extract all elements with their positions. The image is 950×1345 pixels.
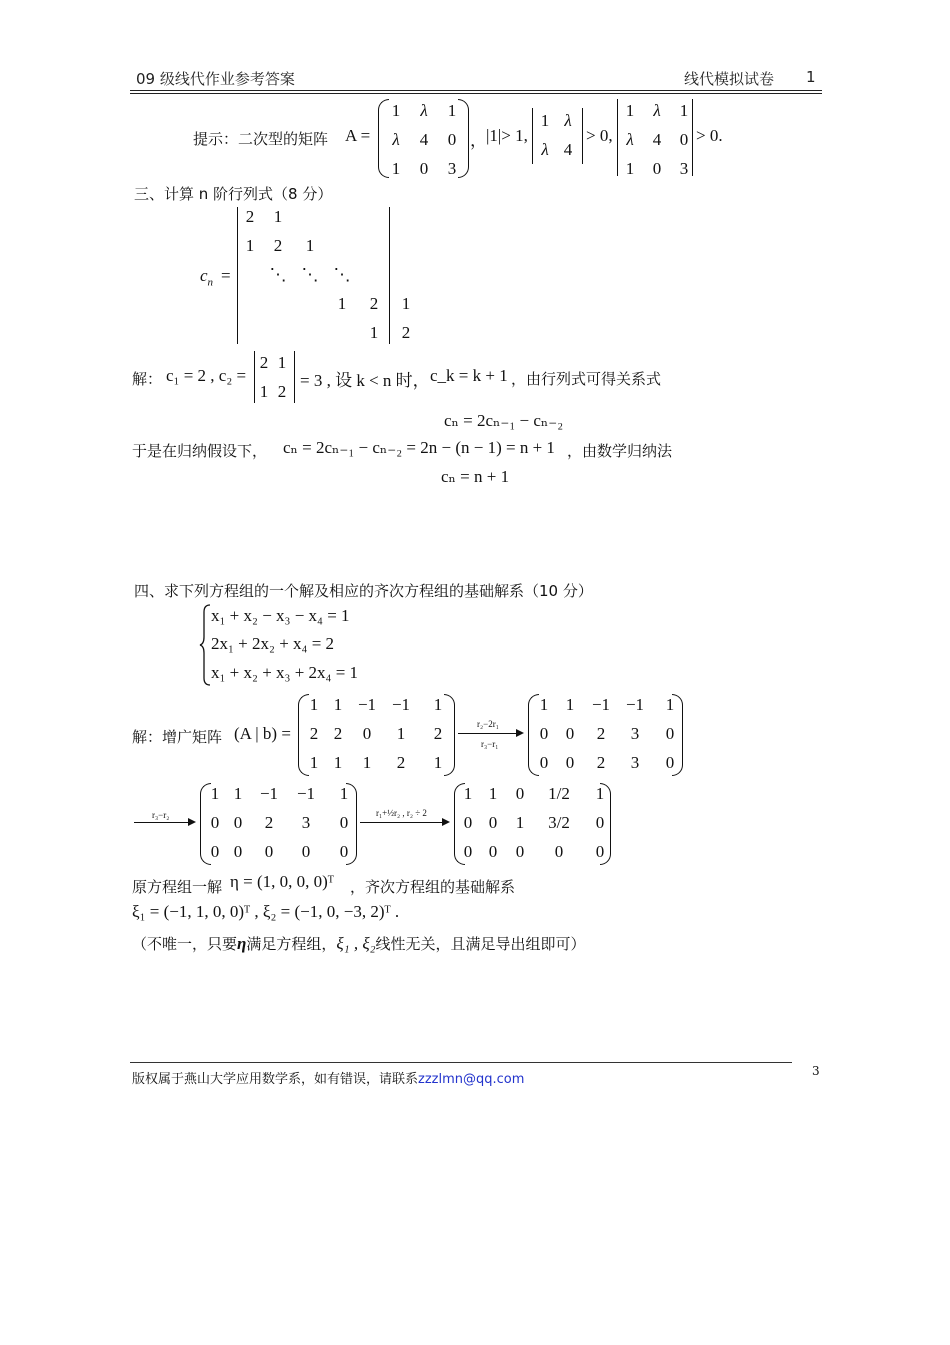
det-entry <box>358 202 390 231</box>
footer-page-number: 3 <box>812 1064 820 1078</box>
matrix-entry: 0 <box>447 130 457 149</box>
det-bar <box>532 108 533 164</box>
det-entry <box>390 202 422 231</box>
matrix-entry: 0 <box>233 842 243 861</box>
particular-solution: η = (1, 0, 0, 0)ᵀ <box>230 872 334 891</box>
induction-prefix: 于是在归纳假设下， <box>132 442 268 460</box>
det-entry: 4 <box>563 140 573 159</box>
op1-top: r₂−2r₁ <box>477 719 499 729</box>
matrix-entry: 0 <box>565 753 575 772</box>
det-entry: 1 <box>273 207 283 226</box>
matrix-entry: 0 <box>419 159 429 178</box>
det-entry <box>390 260 422 289</box>
matrix-entry: 1 <box>463 784 473 803</box>
matrix-entry: 1 <box>309 753 319 772</box>
matrix-entry: 4 <box>419 130 429 149</box>
det-bar <box>389 207 390 344</box>
matrix-M2 <box>532 690 688 777</box>
matrix-entry: −1 <box>259 784 279 803</box>
note-part-2: 满足方程组， <box>246 935 337 953</box>
matrix-entry: 1 <box>488 784 498 803</box>
det-entry: 1 <box>259 382 269 401</box>
det-entry: λ <box>541 140 549 159</box>
det-entry <box>358 231 390 260</box>
matrix-entry: −1 <box>296 784 316 803</box>
augmented-label: 解：增广矩阵 <box>132 728 223 746</box>
det-entry: 1 <box>337 294 347 313</box>
matrix-entry: 1 <box>665 695 675 714</box>
matrix-entry: 0 <box>515 784 525 803</box>
det-entry <box>358 260 390 289</box>
cn-symbol: c <box>200 266 208 285</box>
det-entry: 2 <box>369 294 379 313</box>
det-entry <box>294 202 326 231</box>
header-page-number: 1 <box>806 68 816 86</box>
matrix-entry: 0 <box>539 753 549 772</box>
note-eta: η <box>237 934 247 953</box>
header-right: 线代模拟试卷 <box>684 70 775 88</box>
matrix-M1 <box>302 690 458 777</box>
matrix-entry: 2 <box>396 753 406 772</box>
op3: r₁+½r₂ , r₂ ÷ 2 <box>376 808 427 818</box>
solution-c1c2: c₁ = 2 , c₂ = <box>166 366 247 385</box>
det-entry <box>326 231 358 260</box>
det-entry: ⋱ <box>301 265 319 284</box>
det-entry: 2 <box>245 207 255 226</box>
matrix-entry: λ <box>420 101 428 120</box>
det-entry <box>262 289 294 318</box>
det-bar <box>294 351 295 403</box>
det-entry <box>294 289 326 318</box>
matrix-entry: 2 <box>309 724 319 743</box>
matrix-entry: 0 <box>539 724 549 743</box>
det-entry: 4 <box>652 130 662 149</box>
det-2x2 <box>534 106 580 164</box>
matrix-entry: 1 <box>595 784 605 803</box>
matrix-entry: 0 <box>515 842 525 861</box>
header-rule <box>130 90 822 91</box>
det-entry: 3 <box>679 159 689 178</box>
det-2x2-solution <box>256 348 292 406</box>
basis-solutions: ξ₁ = (−1, 1, 0, 0)ᵀ , ξ₂ = (−1, 0, −3, 2)ᵀ . <box>132 902 400 921</box>
det-entry <box>262 318 294 347</box>
matrix-entry: 3 <box>301 813 311 832</box>
equation-2: 2x₁ + 2x₂ + x₄ = 2 <box>211 634 335 653</box>
paren-right <box>600 783 611 865</box>
note <box>132 933 586 954</box>
matrix-entry: 1 <box>233 784 243 803</box>
det-bar <box>582 108 583 164</box>
matrix-entry: 0 <box>488 842 498 861</box>
basis-prefix: ，齐次方程组的基础解系 <box>350 878 516 896</box>
det-entry <box>238 318 262 347</box>
hint-A-eq: A = <box>345 126 371 145</box>
det-entry: 0 <box>652 159 662 178</box>
cn-subscript: n <box>207 276 214 289</box>
det-3x3 <box>618 96 696 183</box>
det-entry: 1 <box>277 353 287 372</box>
det-entry: 1 <box>625 101 635 120</box>
matrix-entry: 0 <box>463 842 473 861</box>
matrix-entry: 1 <box>333 695 343 714</box>
solution-ck: c_k = k + 1 <box>430 366 508 385</box>
equation-1: x₁ + x₂ − x₃ − x₄ = 1 <box>211 606 350 625</box>
det-bar <box>254 351 255 403</box>
arrow-3 <box>360 822 448 823</box>
det-entry: ⋱ <box>333 265 351 284</box>
header-rule-2 <box>130 93 822 94</box>
note-xi: ξ₁ , ξ₂ <box>336 934 376 953</box>
matrix-entry: 0 <box>565 724 575 743</box>
det-entry <box>238 260 262 289</box>
matrix-entry: 2 <box>433 724 443 743</box>
hint-comma: ， <box>470 131 487 150</box>
matrix-M4 <box>456 779 616 866</box>
det-entry <box>326 202 358 231</box>
particular-prefix: 原方程组一解 <box>132 878 223 896</box>
det-entry <box>294 318 326 347</box>
matrix-entry: 0 <box>264 842 274 861</box>
matrix-entry: λ <box>392 130 400 149</box>
det-entry: ⋱ <box>269 265 287 284</box>
matrix-entry: 1 <box>210 784 220 803</box>
footer-text <box>132 1068 524 1087</box>
solution-label: 解： <box>132 370 163 388</box>
matrix-entry: 1 <box>333 753 343 772</box>
hint-label: 提示：二次型的矩阵 <box>193 130 329 148</box>
matrix-entry: 1 <box>433 753 443 772</box>
matrix-entry: 3/2 <box>548 813 570 832</box>
induction-eq: cₙ = 2cₙ₋₁ − cₙ₋₂ = 2n − (n − 1) = n + 1 <box>283 438 555 457</box>
det-entry: 1 <box>401 294 411 313</box>
matrix-entry: 0 <box>301 842 311 861</box>
arrow-2 <box>134 822 194 823</box>
det-entry: 2 <box>401 323 411 342</box>
hint-gt0: > 0, <box>586 126 613 145</box>
det-entry: 1 <box>625 159 635 178</box>
matrix-entry: 0 <box>595 813 605 832</box>
induction-tail: ，由数学归纳法 <box>567 442 673 460</box>
det-entry: λ <box>626 130 634 149</box>
header-left: 09 级线代作业参考答案 <box>136 70 295 88</box>
matrix-entry: 1 <box>391 101 401 120</box>
solution-tail: ，由行列式可得关系式 <box>511 370 662 388</box>
matrix-entry: 0 <box>339 842 349 861</box>
matrix-entry: 1 <box>447 101 457 120</box>
hint-cond1: |1|> 1, <box>486 126 528 145</box>
note-part-1: （不唯一，只要 <box>132 935 238 953</box>
det-entry: 0 <box>679 130 689 149</box>
matrix-entry: 1 <box>391 159 401 178</box>
matrix-entry: −1 <box>591 695 611 714</box>
footer-rule <box>130 1062 792 1063</box>
matrix-entry: 2 <box>264 813 274 832</box>
matrix-entry: −1 <box>391 695 411 714</box>
matrix-entry: 0 <box>554 842 564 861</box>
op1-bottom: r₃−r₁ <box>481 739 499 749</box>
cn-label <box>200 266 213 288</box>
matrix-entry: 1 <box>339 784 349 803</box>
det-entry <box>238 289 262 318</box>
section4-title: 四、求下列方程组的一个解及相应的齐次方程组的基础解系（10 分） <box>134 582 593 600</box>
matrix-entry: 1/2 <box>548 784 570 803</box>
solution-rest: = 3 , 设 k < n 时， <box>300 371 430 390</box>
matrix-entry: 2 <box>333 724 343 743</box>
matrix-entry: 1 <box>362 753 372 772</box>
det-entry: 1 <box>540 111 550 130</box>
matrix-entry: 1 <box>515 813 525 832</box>
matrix-entry: 1 <box>309 695 319 714</box>
matrix-entry: 0 <box>210 813 220 832</box>
matrix-entry: 1 <box>539 695 549 714</box>
det-bar <box>692 99 693 176</box>
matrix-entry: −1 <box>357 695 377 714</box>
det-entry: λ <box>564 111 572 130</box>
det-entry: 1 <box>245 236 255 255</box>
det-entry: λ <box>653 101 661 120</box>
matrix-entry: 2 <box>596 724 606 743</box>
matrix-entry: 0 <box>210 842 220 861</box>
matrix-A <box>382 96 466 183</box>
paren-right <box>444 694 455 776</box>
matrix-M3 <box>204 779 364 866</box>
det-entry: 2 <box>277 382 287 401</box>
system-brace <box>199 604 211 686</box>
op2: r₃−r₂ <box>152 810 170 820</box>
det-entry: 1 <box>305 236 315 255</box>
det-entry <box>326 318 358 347</box>
note-part-3: 线性无关，且满足导出组即可） <box>375 935 586 953</box>
cn-eq: = <box>221 266 231 285</box>
conclusion: cₙ = n + 1 <box>441 467 510 486</box>
matrix-entry: 1 <box>565 695 575 714</box>
matrix-entry: 0 <box>339 813 349 832</box>
equation-3: x₁ + x₂ + x₃ + 2x₄ = 1 <box>211 663 359 682</box>
matrix-entry: −1 <box>625 695 645 714</box>
matrix-entry: 0 <box>463 813 473 832</box>
matrix-entry: 0 <box>362 724 372 743</box>
matrix-entry: 0 <box>665 753 675 772</box>
determinant-cn <box>238 202 422 347</box>
matrix-entry: 0 <box>488 813 498 832</box>
footer-copyright: 版权属于燕山大学应用数学系，如有错误，请联系 <box>132 1072 419 1087</box>
section3-title: 三、计算 n 阶行列式（8 分） <box>134 185 333 203</box>
augmented-symbol: (A | b) = <box>234 724 291 743</box>
det-entry: 2 <box>273 236 283 255</box>
det-entry: 2 <box>259 353 269 372</box>
hint-gt0-end: > 0. <box>696 126 723 145</box>
matrix-entry: 0 <box>233 813 243 832</box>
matrix-entry: 1 <box>433 695 443 714</box>
matrix-entry: 2 <box>596 753 606 772</box>
footer-email-link[interactable]: zzzlmn@qq.com <box>418 1072 525 1087</box>
matrix-entry: 1 <box>396 724 406 743</box>
arrow-1 <box>458 733 522 734</box>
matrix-entry: 0 <box>595 842 605 861</box>
matrix-entry: 3 <box>630 724 640 743</box>
paren-right <box>346 783 357 865</box>
det-entry: 1 <box>679 101 689 120</box>
matrix-entry: 3 <box>630 753 640 772</box>
det-entry: 1 <box>369 323 379 342</box>
recurrence: cₙ = 2cₙ₋₁ − cₙ₋₂ <box>444 411 564 430</box>
det-entry <box>390 231 422 260</box>
paren-right <box>458 99 469 178</box>
paren-right <box>672 694 683 776</box>
matrix-entry: 3 <box>447 159 457 178</box>
matrix-entry: 0 <box>665 724 675 743</box>
